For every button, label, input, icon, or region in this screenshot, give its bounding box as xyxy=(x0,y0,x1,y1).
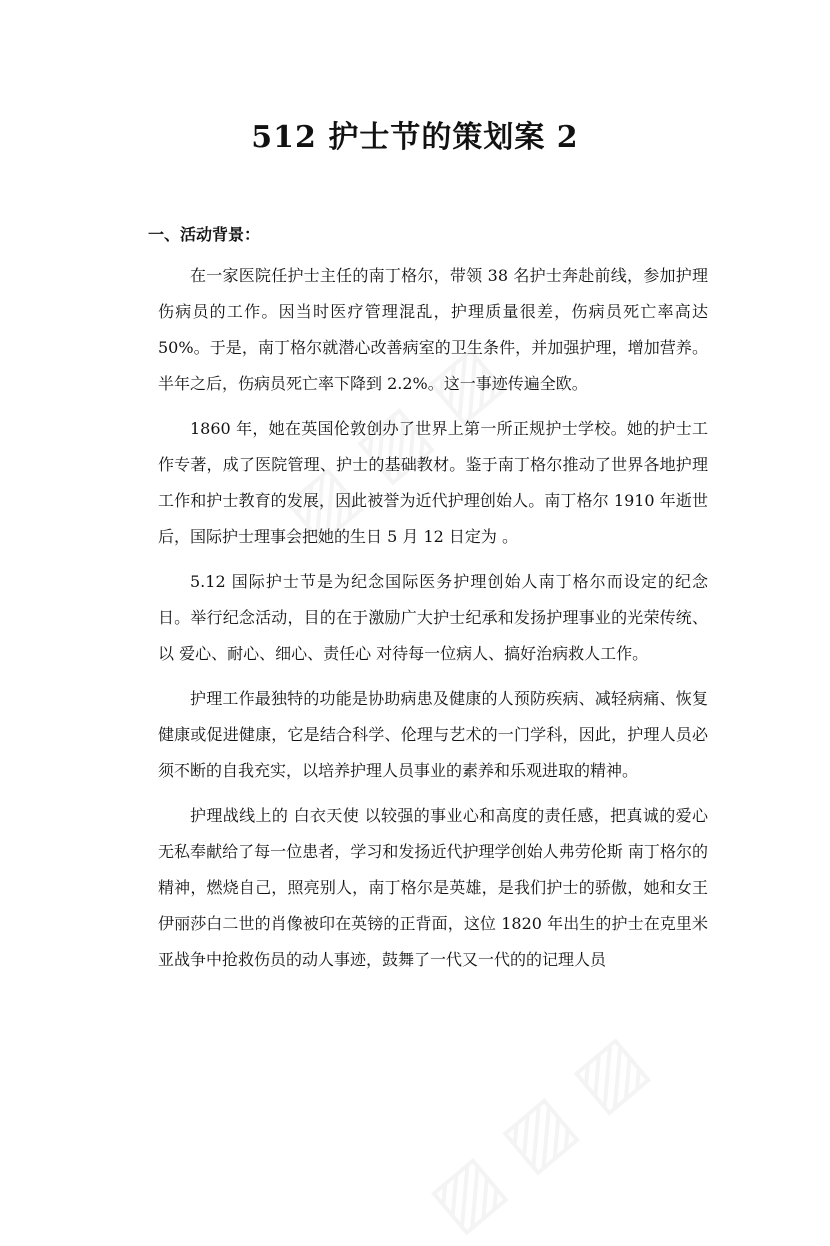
section-heading: 一、活动背景： xyxy=(148,225,261,244)
paragraph: 5.12 国际护士节是为纪念国际医务护理创始人南丁格尔而设定的纪念日。举行纪念活动，目的在于激励广大护士纪承和发扬护理事业的光荣传统、以 爱心、耐心、细心、责任心 对待每一位病人、搞好治病救人工作。 xyxy=(158,572,708,663)
page-title: 512 护士节的策划案 2 xyxy=(251,120,579,155)
paragraph: 1860 年，她在英国伦敦创办了世界上第一所正规护士学校。她的护士工作专著，成了医院管理、护士的基础教材。鉴于南丁格尔推动了世界各地护理工作和护士教育的发展，因此被誉为近代护理创始人。南丁格尔 1910 年逝世后，国际护士理事会把她的生日 5 月 12 日定为 。 xyxy=(158,419,708,546)
document-body xyxy=(158,258,708,987)
paragraph: 在一家医院任护士主任的南丁格尔，带领 38 名护士奔赴前线，参加护理伤病员的工作。因当时医疗管理混乱，护理质量很差，伤病员死亡率高达 50%。于是，南丁格尔就潜心改善病室的卫生条件，并加强护理，增加营养。半年之后，伤病员死亡率下降到 2.2%。这一事迹传遍全欧。 xyxy=(158,266,708,393)
watermark xyxy=(413,1018,662,1246)
paragraph: 护理工作最独特的功能是协助病患及健康的人预防疾病、减轻病痛、恢复健康或促进健康，它是结合科学、伦理与艺术的一门学科，因此，护理人员必须不断的自我充实，以培养护理人员事业的素养和乐观进取的精神。 xyxy=(158,689,708,780)
paragraph: 护理战线上的 白衣天使 以较强的事业心和高度的责任感，把真诚的爱心无私奉献给了每一位患者，学习和发扬近代护理学创始人弗劳伦斯 南丁格尔的精神，燃烧自己，照亮别人，南丁格尔是英雄，是我们护士的骄傲，她和女王伊丽莎白二世的肖像被印在英镑的正背面，这位 1820 年出生的护士在克里米亚战争中抢救伤员的动人事迹，鼓舞了一代又一代的的记理人员 xyxy=(158,806,708,969)
